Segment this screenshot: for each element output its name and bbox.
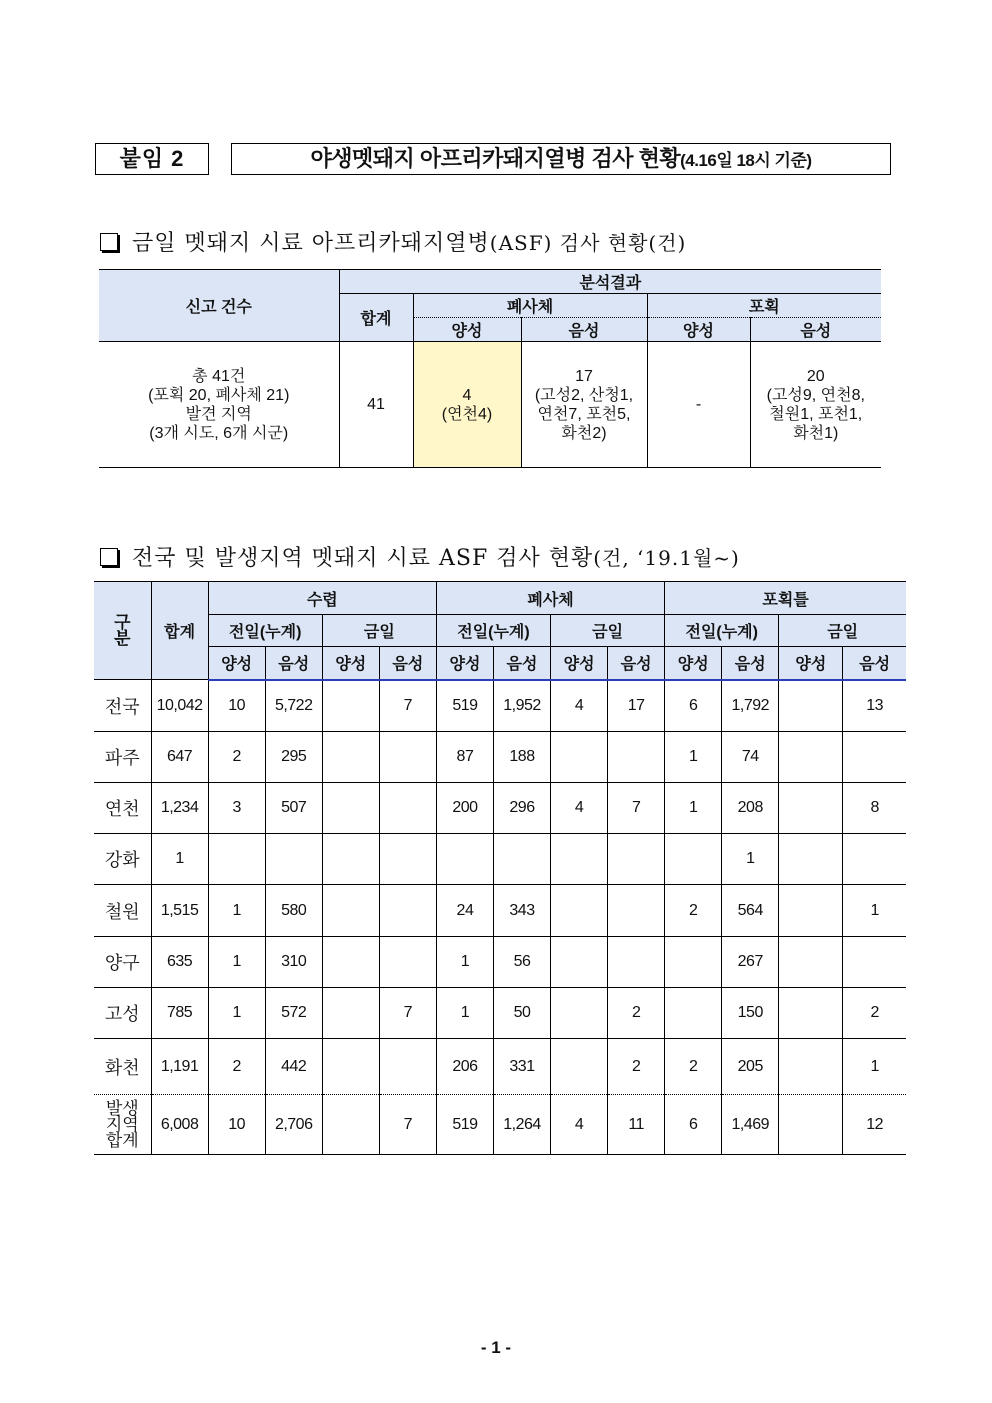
- value-cell: 150: [722, 988, 779, 1039]
- header-carcass: 폐사체: [436, 582, 664, 615]
- header-carcass-negative: 음성: [521, 318, 647, 342]
- checkbox-bullet-icon: [100, 233, 118, 251]
- value-cell: 331: [493, 1039, 550, 1095]
- total-cell: 647: [151, 732, 208, 783]
- header-capture-negative: 음성: [750, 318, 881, 342]
- checkbox-bullet-icon: [100, 548, 118, 566]
- value-cell: 507: [265, 783, 322, 834]
- value-cell: 208: [722, 783, 779, 834]
- table-row: [94, 885, 906, 937]
- value-cell: [265, 834, 322, 885]
- value-cell: 1: [665, 732, 722, 783]
- cell-line: 화천2): [561, 424, 607, 442]
- table-row: [94, 1039, 906, 1095]
- value-cell: [843, 834, 906, 885]
- header-analysis-result: 분석결과: [339, 270, 881, 294]
- value-cell: [551, 732, 608, 783]
- page-number: - 1 -: [480, 1338, 512, 1357]
- value-cell: [322, 783, 379, 834]
- value-cell: [551, 885, 608, 937]
- value-cell: 296: [493, 783, 550, 834]
- value-cell: [322, 885, 379, 937]
- page-title: [231, 143, 891, 175]
- header-positive: 양성: [551, 647, 608, 680]
- header-carcass-prev: 전일(누계): [436, 615, 550, 647]
- header-positive: 양성: [665, 647, 722, 680]
- value-cell: [379, 937, 436, 988]
- header-carcass: 폐사체: [413, 294, 647, 318]
- header-trap: 포획틀: [665, 582, 906, 615]
- value-cell: 205: [722, 1039, 779, 1095]
- value-cell: 1: [722, 834, 779, 885]
- table-row-total: [94, 1095, 906, 1155]
- value-cell: 572: [265, 988, 322, 1039]
- value-cell: 1,264: [493, 1095, 550, 1155]
- region-cell: 철원: [94, 885, 151, 937]
- value-cell: 17: [608, 680, 665, 732]
- value-cell: 74: [722, 732, 779, 783]
- value-cell: [322, 834, 379, 885]
- region-cell: 강화: [94, 834, 151, 885]
- total-cell: 1: [151, 834, 208, 885]
- value-cell: [779, 988, 843, 1039]
- value-cell: 7: [379, 988, 436, 1039]
- total-cell: 10,042: [151, 680, 208, 732]
- value-cell: 10: [208, 1095, 265, 1155]
- value-cell: 206: [436, 1039, 493, 1095]
- value-cell: 442: [265, 1039, 322, 1095]
- report-line: 총 41건: [192, 367, 246, 385]
- capture-positive-cell: -: [647, 342, 750, 468]
- value-cell: 1: [843, 885, 906, 937]
- value-cell: [551, 988, 608, 1039]
- value-cell: 4: [551, 1095, 608, 1155]
- header-report-count: 신고 건수: [99, 270, 339, 342]
- header-negative: 음성: [608, 647, 665, 680]
- report-line: 발견 지역: [185, 405, 252, 423]
- header-negative: 음성: [843, 647, 906, 680]
- table-row: [94, 680, 906, 732]
- header-positive: 양성: [779, 647, 843, 680]
- value-cell: [551, 937, 608, 988]
- section1-title: 금일 멧돼지 시료 아프리카돼지열병: [132, 231, 490, 256]
- cell-line: (고성2, 산청1,: [534, 386, 634, 404]
- value-cell: [665, 834, 722, 885]
- total-cell: 635: [151, 937, 208, 988]
- total-cell: 1,234: [151, 783, 208, 834]
- region-line: 합계: [105, 1130, 139, 1150]
- region-line: 발생: [105, 1098, 139, 1118]
- nationwide-test-table: [94, 581, 906, 1155]
- title-row: [95, 143, 891, 177]
- page-title-main: 야생멧돼지 아프리카돼지열병 검사 현황: [310, 146, 681, 171]
- value-cell: [322, 937, 379, 988]
- value-cell: [779, 937, 843, 988]
- value-cell: [779, 783, 843, 834]
- total-cell: 785: [151, 988, 208, 1039]
- table-row: [94, 783, 906, 834]
- header-total: 합계: [151, 582, 208, 680]
- total-cell: 6,008: [151, 1095, 208, 1155]
- header-category-char: 분: [114, 628, 131, 648]
- cell-line: 20: [806, 367, 825, 385]
- region-cell: 파주: [94, 732, 151, 783]
- value-cell: 519: [436, 1095, 493, 1155]
- header-negative: 음성: [493, 647, 550, 680]
- value-cell: [779, 834, 843, 885]
- value-cell: 6: [665, 680, 722, 732]
- total-cell: 1,515: [151, 885, 208, 937]
- value-cell: [379, 783, 436, 834]
- value-cell: [551, 1039, 608, 1095]
- report-line: (3개 시도, 6개 시군): [149, 424, 289, 442]
- carcass-negative-cell: [521, 342, 647, 468]
- value-cell: 5,722: [265, 680, 322, 732]
- value-cell: [379, 885, 436, 937]
- cell-line: 화천1): [793, 424, 839, 442]
- value-cell: 1: [436, 988, 493, 1039]
- value-cell: 1,792: [722, 680, 779, 732]
- value-cell: [608, 732, 665, 783]
- header-negative: 음성: [265, 647, 322, 680]
- cell-line: 4: [462, 386, 472, 404]
- value-cell: 1: [436, 937, 493, 988]
- value-cell: [608, 834, 665, 885]
- value-cell: 7: [379, 1095, 436, 1155]
- header-positive: 양성: [322, 647, 379, 680]
- value-cell: [208, 834, 265, 885]
- header-hunting-prev: 전일(누계): [208, 615, 322, 647]
- value-cell: 1: [208, 988, 265, 1039]
- value-cell: [322, 988, 379, 1039]
- region-cell: 고성: [94, 988, 151, 1039]
- today-test-table: [99, 269, 881, 468]
- value-cell: 7: [379, 680, 436, 732]
- header-trap-prev: 전일(누계): [665, 615, 779, 647]
- value-cell: 310: [265, 937, 322, 988]
- value-cell: [779, 885, 843, 937]
- header-trap-today: 금일: [779, 615, 906, 647]
- value-cell: 2: [665, 1039, 722, 1095]
- value-cell: 1: [665, 783, 722, 834]
- value-cell: [665, 988, 722, 1039]
- header-negative: 음성: [722, 647, 779, 680]
- value-cell: 200: [436, 783, 493, 834]
- report-summary-cell: [99, 342, 339, 468]
- value-cell: 1,469: [722, 1095, 779, 1155]
- cell-line: 철원1, 포천1,: [769, 405, 863, 423]
- value-cell: [779, 1039, 843, 1095]
- capture-negative-cell: [750, 342, 881, 468]
- header-capture: 포획: [647, 294, 881, 318]
- value-cell: [608, 937, 665, 988]
- value-cell: 24: [436, 885, 493, 937]
- value-cell: [379, 1039, 436, 1095]
- value-cell: 3: [208, 783, 265, 834]
- header-carcass-today: 금일: [551, 615, 665, 647]
- value-cell: 295: [265, 732, 322, 783]
- cell-line: 17: [575, 367, 593, 385]
- value-cell: 188: [493, 732, 550, 783]
- value-cell: [436, 834, 493, 885]
- value-cell: 8: [843, 783, 906, 834]
- value-cell: 1,952: [493, 680, 550, 732]
- value-cell: [779, 1095, 843, 1155]
- value-cell: [322, 680, 379, 732]
- header-carcass-positive: 양성: [413, 318, 521, 342]
- value-cell: 87: [436, 732, 493, 783]
- region-cell: [94, 1095, 151, 1155]
- value-cell: 6: [665, 1095, 722, 1155]
- value-cell: [843, 937, 906, 988]
- cell-line: (연천4): [441, 405, 493, 423]
- value-cell: 50: [493, 988, 550, 1039]
- value-cell: 11: [608, 1095, 665, 1155]
- value-cell: 564: [722, 885, 779, 937]
- section1-heading: [100, 226, 686, 257]
- value-cell: [322, 732, 379, 783]
- value-cell: [551, 834, 608, 885]
- cell-line: (고성9, 연천8,: [766, 386, 865, 404]
- value-cell: [379, 732, 436, 783]
- header-hunting: 수렵: [208, 582, 436, 615]
- value-cell: [379, 834, 436, 885]
- total-cell: 1,191: [151, 1039, 208, 1095]
- header-hunting-today: 금일: [322, 615, 436, 647]
- value-cell: 2,706: [265, 1095, 322, 1155]
- section2-title-suffix: (건, ‘19.1월~): [593, 546, 740, 570]
- value-cell: 12: [843, 1095, 906, 1155]
- value-cell: 56: [493, 937, 550, 988]
- value-cell: 1: [208, 937, 265, 988]
- table-row: [94, 937, 906, 988]
- value-cell: 519: [436, 680, 493, 732]
- value-cell: 2: [608, 1039, 665, 1095]
- value-cell: [843, 732, 906, 783]
- value-cell: 7: [608, 783, 665, 834]
- value-cell: [779, 732, 843, 783]
- value-cell: 2: [665, 885, 722, 937]
- table-row: [94, 732, 906, 783]
- carcass-positive-cell: [413, 342, 521, 468]
- report-line: (포획 20, 폐사체 21): [148, 386, 290, 404]
- value-cell: 2: [608, 988, 665, 1039]
- header-negative: 음성: [379, 647, 436, 680]
- region-cell: 화천: [94, 1039, 151, 1095]
- value-cell: 343: [493, 885, 550, 937]
- header-positive: 양성: [436, 647, 493, 680]
- table-body: [94, 680, 906, 1155]
- value-cell: 4: [551, 680, 608, 732]
- total-cell: 41: [339, 342, 413, 468]
- header-total: 합계: [339, 294, 413, 342]
- value-cell: 2: [208, 1039, 265, 1095]
- table-row: [94, 834, 906, 885]
- table-row: [94, 988, 906, 1039]
- page-title-date: (4.16일 18시 기준): [680, 151, 812, 170]
- region-line: 지역: [105, 1114, 139, 1134]
- region-cell: 양구: [94, 937, 151, 988]
- value-cell: 1: [843, 1039, 906, 1095]
- section2-title: 전국 및 발생지역 멧돼지 시료 ASF 검사 현황: [132, 546, 594, 571]
- value-cell: [322, 1095, 379, 1155]
- value-cell: [322, 1039, 379, 1095]
- section2-heading: [100, 541, 740, 572]
- value-cell: 267: [722, 937, 779, 988]
- header-positive: 양성: [208, 647, 265, 680]
- value-cell: 13: [843, 680, 906, 732]
- value-cell: 1: [208, 885, 265, 937]
- value-cell: 2: [208, 732, 265, 783]
- value-cell: [779, 680, 843, 732]
- value-cell: [665, 937, 722, 988]
- value-cell: [493, 834, 550, 885]
- header-category-char: 구: [114, 612, 131, 632]
- value-cell: [608, 885, 665, 937]
- value-cell: 580: [265, 885, 322, 937]
- value-cell: 10: [208, 680, 265, 732]
- header-capture-positive: 양성: [647, 318, 750, 342]
- header-category: [94, 582, 151, 680]
- region-cell: 연천: [94, 783, 151, 834]
- cell-line: 연천7, 포천5,: [537, 405, 631, 423]
- attachment-label: 붙임 2: [95, 143, 209, 175]
- value-cell: 2: [843, 988, 906, 1039]
- section1-title-suffix: (ASF) 검사 현황(건): [489, 231, 687, 255]
- value-cell: 4: [551, 783, 608, 834]
- region-cell: 전국: [94, 680, 151, 732]
